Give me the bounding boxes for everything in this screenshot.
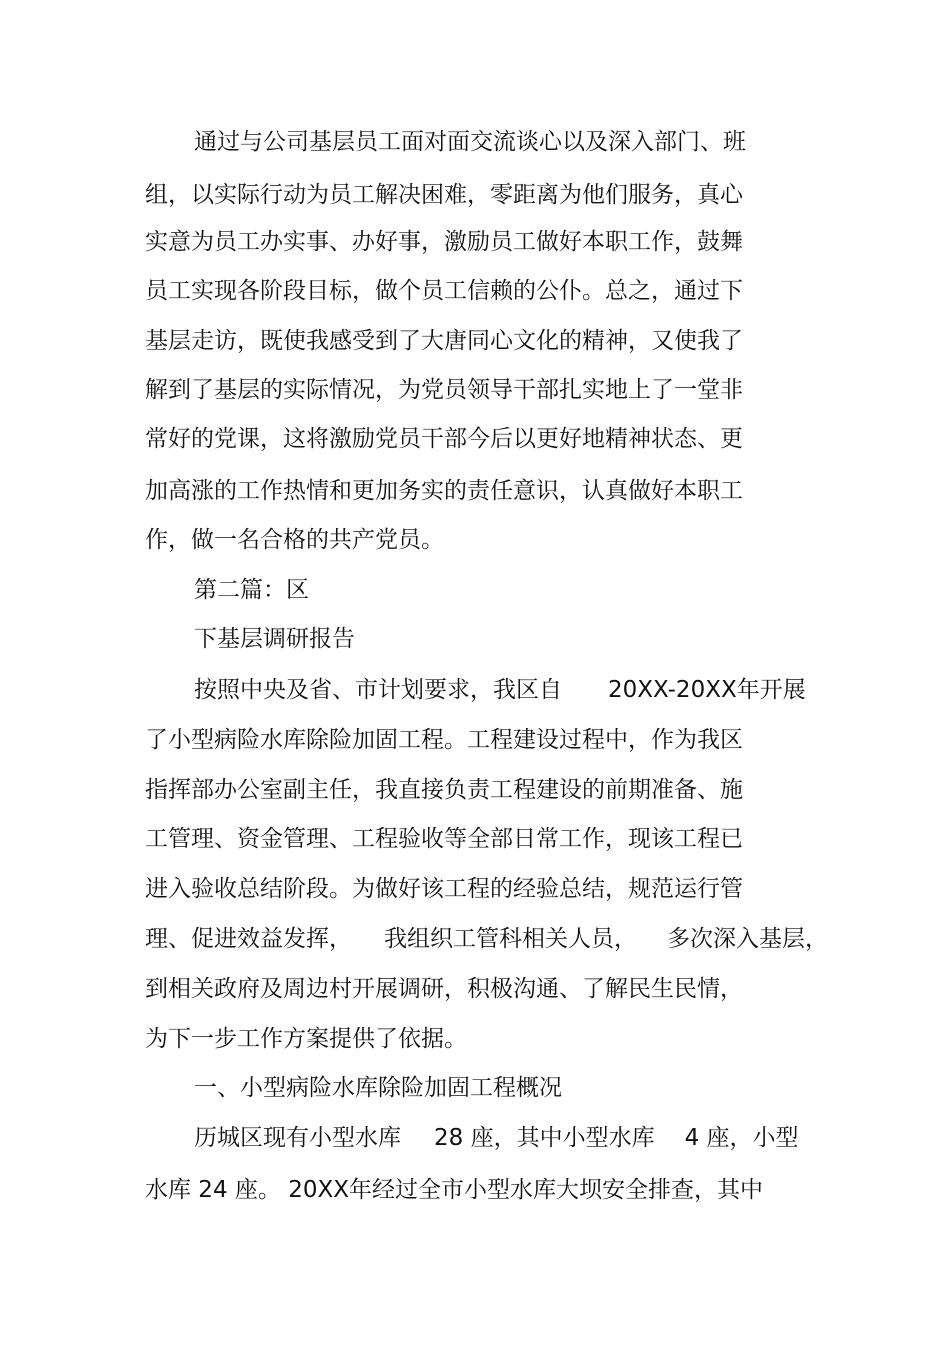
paragraph-line: 指挥部办公室副主任，我直接负责工程建设的前期准备、施 bbox=[145, 777, 743, 803]
paragraph-line bbox=[194, 675, 806, 705]
report-title: 下基层调研报告 bbox=[194, 626, 355, 652]
paragraph-line: 水库 24 座。 20XX年经过全市小型水库大坝安全排查，其中 bbox=[145, 1177, 763, 1203]
section-heading: 第二篇：区 bbox=[194, 577, 309, 603]
text-segment: 历城区现有小型水库 bbox=[194, 1125, 401, 1151]
paragraph-line: 工管理、资金管理、工程验收等全部日常工作，现该工程已 bbox=[145, 826, 743, 852]
subsection-heading: 一、小型病险水库除险加固工程概况 bbox=[194, 1075, 562, 1101]
paragraph-line: 基层走访，既使我感受到了大唐同心文化的精神，又使我了 bbox=[145, 328, 743, 354]
paragraph-line: 加高涨的工作热情和更加务实的责任意识，认真做好本职工 bbox=[145, 478, 743, 504]
paragraph-line: 实意为员工办实事、办好事，激励员工做好本职工作，鼓舞 bbox=[145, 229, 743, 255]
text-segment: 28 座，其中小型水库 bbox=[434, 1125, 655, 1151]
paragraph-line: 员工实现各阶段目标，做个员工信赖的公仆。总之，通过下 bbox=[145, 278, 743, 304]
paragraph-line: 解到了基层的实际情况，为党员领导干部扎实地上了一堂非 bbox=[145, 377, 743, 403]
paragraph-line bbox=[145, 924, 828, 954]
text-segment: 20XX-20XX年开展 bbox=[608, 677, 806, 703]
paragraph-line: 为下一步工作方案提供了依据。 bbox=[145, 1026, 467, 1052]
paragraph-line: 进入验收总结阶段。为做好该工程的经验总结，规范运行管 bbox=[145, 876, 743, 902]
text-segment: 理、促进效益发挥， bbox=[145, 926, 352, 952]
paragraph-line: 常好的党课，这将激励党员干部今后以更好地精神状态、更 bbox=[145, 426, 743, 452]
paragraph-line: 了小型病险水库除险加固工程。工程建设过程中，作为我区 bbox=[145, 727, 743, 753]
text-segment: 我组织工管科相关人员， bbox=[384, 926, 637, 952]
paragraph-line: 组，以实际行动为员工解决困难，零距离为他们服务，真心 bbox=[145, 182, 743, 208]
paragraph-line bbox=[194, 1123, 799, 1153]
paragraph-line: 通过与公司基层员工面对面交流谈心以及深入部门、班 bbox=[194, 129, 746, 155]
text-segment: 4 座，小型 bbox=[684, 1125, 799, 1151]
paragraph-line: 到相关政府及周边村开展调研，积极沟通、了解民生民情， bbox=[145, 976, 743, 1002]
text-segment: 多次深入基层， bbox=[667, 926, 828, 952]
paragraph-line: 作，做一名合格的共产党员。 bbox=[145, 527, 444, 553]
text-segment: 按照中央及省、市计划要求，我区自 bbox=[194, 677, 562, 703]
